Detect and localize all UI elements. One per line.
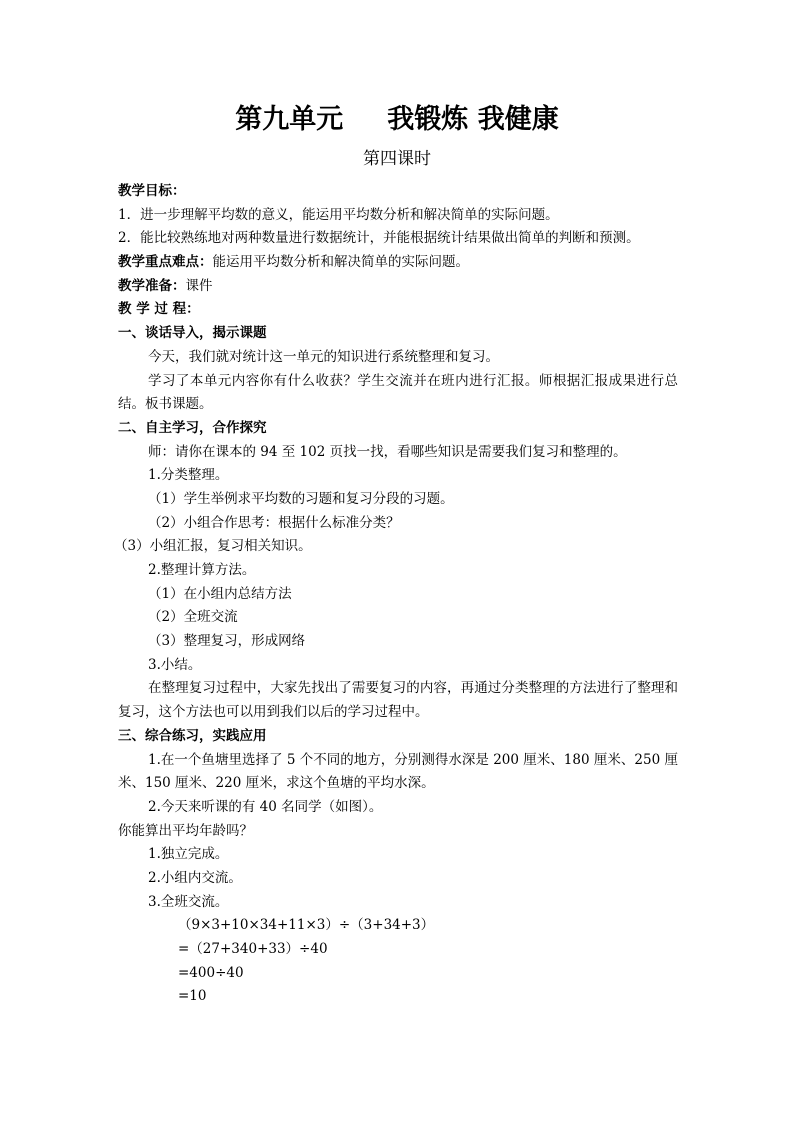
section-3-step-3: 3.全班交流。 xyxy=(148,893,229,910)
section-2-step-2: 2.整理计算方法。 xyxy=(148,562,256,579)
section-3-step-1: 1.独立完成。 xyxy=(148,846,229,863)
section-1-paragraph-1: 今天，我们就对统计这一单元的知识进行系统整理和复习。 xyxy=(148,348,499,365)
section-2-step-3: 3.小结。 xyxy=(148,656,202,673)
section-2-step-2-b: （2）全班交流 xyxy=(148,609,238,626)
section-3-question-2: 2.今天来听课的有 40 名同学（如图）。 xyxy=(148,798,383,815)
goal-item-1: 1．进一步理解平均数的意义，能运用平均数分析和解决简单的实际问题。 xyxy=(118,206,559,223)
document-body xyxy=(114,180,678,1009)
calculation-line-3: =400÷40 xyxy=(178,964,244,981)
key-points-text: 能运用平均数分析和解决简单的实际问题。 xyxy=(212,254,469,271)
calculation-line-4: =10 xyxy=(178,988,207,1005)
calculation-line-2: =（27+340+33）÷40 xyxy=(178,941,328,958)
preparation-label: 教学准备： xyxy=(118,277,186,294)
goals-heading: 教学目标： xyxy=(118,183,186,199)
section-2-teacher-line: 师：请你在课本的 94 至 102 页找一找，看哪些知识是需要我们复习和整理的。 xyxy=(148,443,627,460)
section-2-heading: 二、自主学习，合作探究 xyxy=(118,419,267,436)
unit-title: 第九单元 xyxy=(235,104,344,135)
unit-subtitle: 我锻炼 我健康 xyxy=(387,104,559,135)
section-2-step-1-a: （1）学生举例求平均数的习题和复习分段的习题。 xyxy=(148,490,454,507)
section-3-heading: 三、综合练习，实践应用 xyxy=(118,727,267,744)
lesson-subtitle: 第四课时 xyxy=(363,149,431,169)
section-2-step-2-c: （3）整理复习，形成网络 xyxy=(148,633,306,650)
section-2-step-1-b: （2）小组合作思考：根据什么标准分类？ xyxy=(148,514,400,531)
section-1-heading: 一、谈话导入，揭示课题 xyxy=(118,325,267,342)
section-3-step-2: 2.小组内交流。 xyxy=(148,870,242,887)
preparation-text: 课件 xyxy=(185,277,213,294)
section-2-summary: 在整理复习过程中，大家先找出了需要复习的内容，再通过分类整理的方法进行了整理和复习，这个方法也可以用到我们以后的学习过程中。 xyxy=(118,680,678,721)
goal-item-2: 2．能比较熟练地对两种数量进行数据统计，并能根据统计结果做出简单的判断和预测。 xyxy=(118,230,640,247)
preparation-row xyxy=(118,275,678,299)
section-1-paragraph-2: 学习了本单元内容你有什么收获？学生交流并在班内进行汇报。师根据汇报成果进行总结。板书课题。 xyxy=(118,372,678,413)
key-points-row xyxy=(118,251,678,275)
section-2-step-1: 1.分类整理。 xyxy=(148,467,229,484)
calculation-line-1: （9×3+10×34+11×3）÷（3+34+3） xyxy=(178,917,435,934)
section-3-question-1: 1.在一个鱼塘里选择了 5 个不同的地方，分别测得水深是 200 厘米、180 厘米、250 厘米、150 厘米、220 厘米，求这个鱼塘的平均水深。 xyxy=(118,751,678,792)
page-title xyxy=(0,100,794,140)
section-2-step-2-a: （1）在小组内总结方法 xyxy=(148,585,292,602)
section-3-question-2-ask: 你能算出平均年龄吗？ xyxy=(118,822,253,839)
section-2-step-1-c: （3）小组汇报，复习相关知识。 xyxy=(114,538,312,555)
key-points-label: 教学重点难点： xyxy=(118,254,213,271)
process-heading: 教 学 过 程： xyxy=(118,301,200,318)
